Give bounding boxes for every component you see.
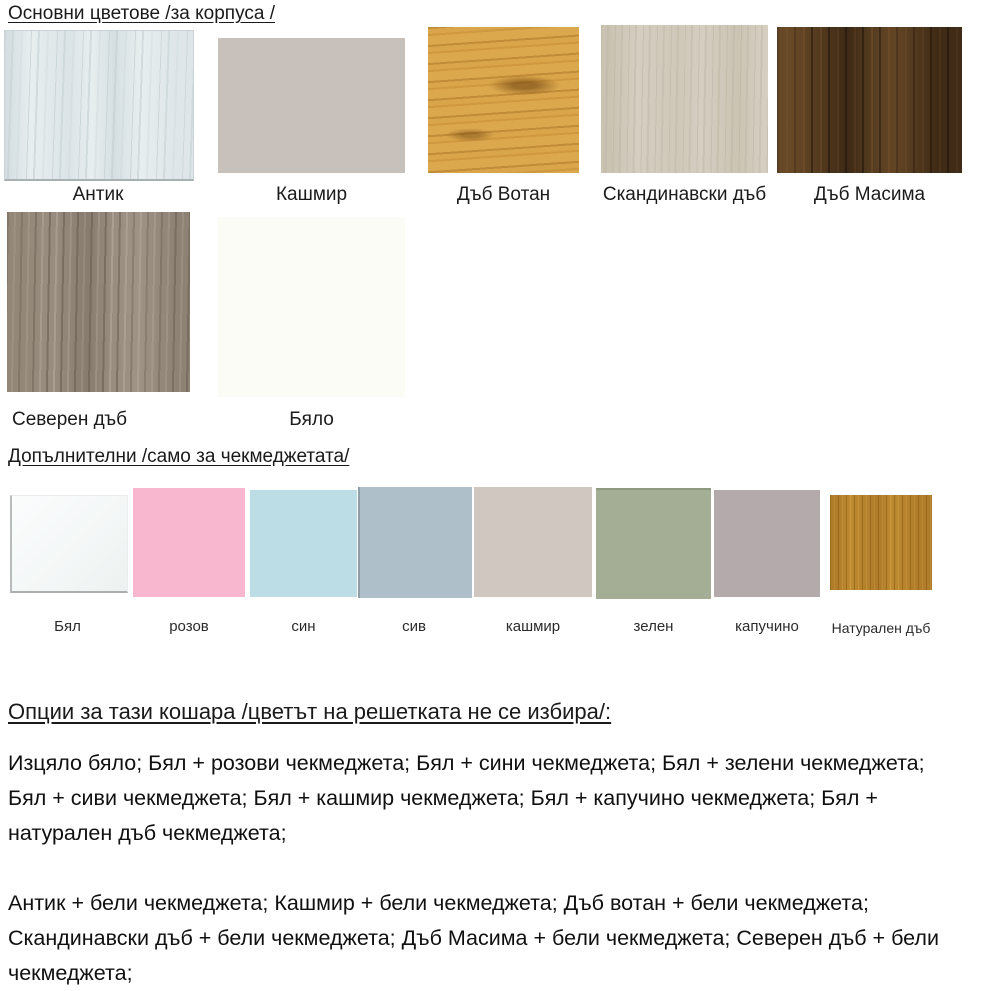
drawer-label-sin: син <box>291 618 316 635</box>
color-swatch-skandinavski-dab <box>601 25 768 173</box>
swatch-label-skandinavski-dab: Скандинавски дъб <box>602 184 767 205</box>
drawer-swatch-siv <box>358 487 472 598</box>
swatch-label-bialo: Бяло <box>289 409 334 430</box>
drawer-label-zelen: зелен <box>633 618 674 635</box>
drawer-label-kapuchino: капучино <box>735 618 799 635</box>
color-swatch-dab-votan <box>428 27 579 173</box>
drawer-label-bial: Бял <box>54 618 81 635</box>
swatch-label-dab-masima: Дъб Масима <box>813 184 926 205</box>
main-colors-heading: Основни цветове /за корпуса / <box>8 3 275 24</box>
options-paragraph-white-combinations: Изцяло бяло; Бял + розови чекмеджета; Бял + сини чекмеджета; Бял + зелени чекмеджета; Бял + сиви чекмеджета; Бял + кашмир чекмеджета; Бял + капучино чекмеджета; Бял + натурален дъб чекмеджета; <box>8 751 925 845</box>
swatch-label-kashmir: Кашмир <box>275 184 348 205</box>
color-swatch-kashmir <box>218 38 405 173</box>
swatch-label-severen-dab: Северен дъб <box>12 409 128 430</box>
options-heading: Опции за тази кошара /цветът на решетката не се избира/: <box>8 699 612 724</box>
drawer-label-rozov: розов <box>169 618 209 635</box>
drawer-label-naturalen-dab: Натурален дъб <box>831 620 931 636</box>
drawer-label-kashmir: кашмир <box>505 618 561 635</box>
color-swatch-severen-dab <box>7 212 190 392</box>
color-swatch-antik <box>4 30 194 181</box>
drawer-swatch-rozov <box>133 488 245 597</box>
drawer-swatch-bial <box>10 495 128 593</box>
options-paragraph-wood-combinations: Антик + бели чекмеджета; Кашмир + бели чекмеджета; Дъб вотан + бели чекмеджета; Скандинавски дъб + бели чекмеджета; Дъб Масима + бели чекмеджета; Северен дъб + бели чекмеджета; <box>8 891 939 985</box>
drawer-label-siv: сив <box>402 618 426 635</box>
drawer-swatch-kashmir <box>474 487 592 597</box>
additional-colors-heading: Допълнителни /само за чекмеджетата/ <box>8 446 350 467</box>
color-swatch-dab-masima <box>777 27 962 173</box>
swatch-label-dab-votan: Дъб Вотан <box>456 184 551 205</box>
drawer-swatch-kapuchino <box>714 490 820 597</box>
drawer-swatch-sin <box>250 490 357 597</box>
swatch-label-antik: Антик <box>72 184 124 205</box>
drawer-swatch-zelen <box>596 488 711 599</box>
color-swatch-bialo <box>218 217 405 397</box>
drawer-swatch-naturalen-dab <box>830 495 932 590</box>
